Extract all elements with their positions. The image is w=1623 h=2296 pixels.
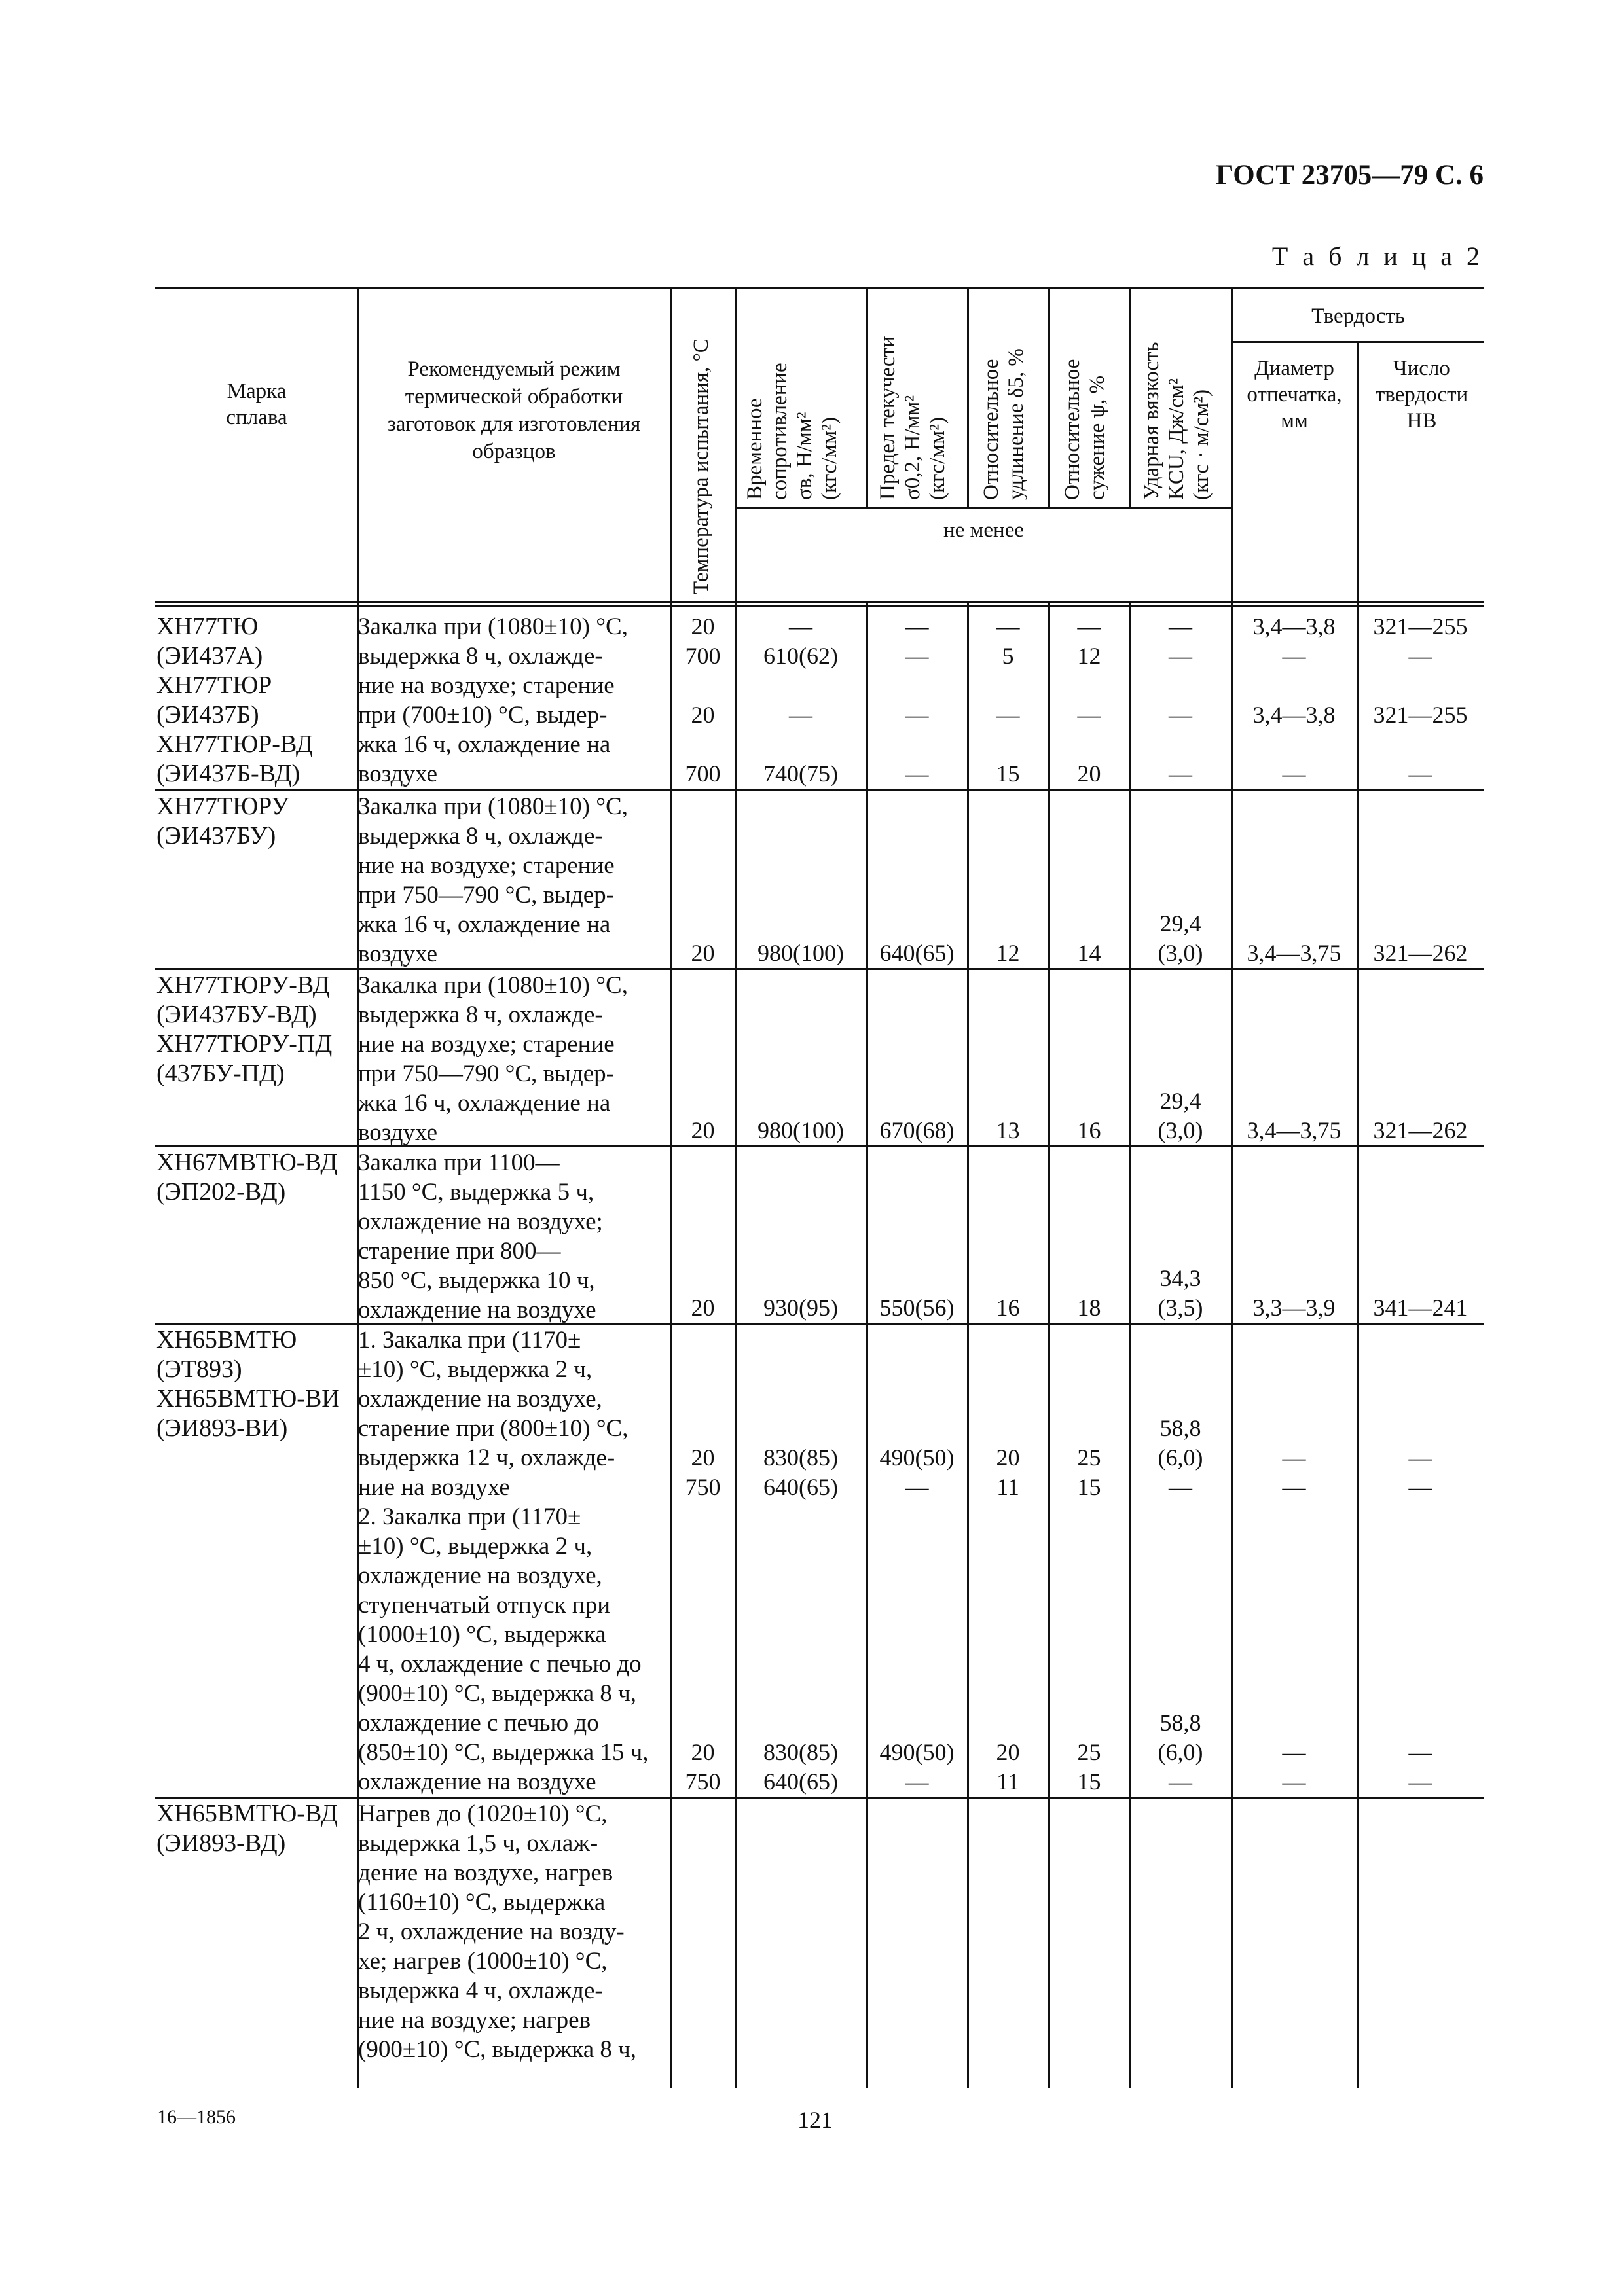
row-rule <box>155 1323 1484 1325</box>
header-diameter: Диаметр отпечатка, мм <box>1247 357 1342 433</box>
strength-cell: 930(95) <box>763 1295 838 1321</box>
strength-cell: 980(100) <box>757 940 844 966</box>
hb-cell: 341—241 <box>1373 1295 1468 1321</box>
hb-cell: 321—262 <box>1373 940 1468 966</box>
column-rule <box>1129 287 1131 507</box>
elongation-cell: 16 <box>996 1295 1020 1321</box>
yield-cell: 550(56) <box>879 1295 955 1321</box>
document-header: ГОСТ 23705—79 С. 6 <box>1215 160 1484 190</box>
header-elongation: Относительное удлинение δ5, % <box>979 348 1028 500</box>
header-tensile-strength: Временное сопротивление σв, Н/мм² (кгс/мм²) <box>743 363 841 500</box>
properties-table <box>155 287 1484 2088</box>
narrowing-cell: — 12 — 20 <box>1077 613 1101 787</box>
hb-cell: 321—255 — 321—255 — <box>1373 613 1468 787</box>
impact-cell: 34,3 (3,5) <box>1158 1265 1203 1321</box>
treatment-cell-variant-2: 2. Закалка при (1170± ±10) °C, выдержка 2 ч, охлаждение на воздухе, ступенчатый отпуск при (1000±10) °C, выдержка 4 ч, охлаждение с печью до (900±10) °C, выдержка 8 ч, охлаждение с печью до (850±10) °C, выдержка 15 ч, охлаждение на воздухе <box>358 1503 649 1795</box>
header-narrowing: Относительное сужение ψ, % <box>1061 359 1109 500</box>
diameter-cell: — — <box>1282 1444 1306 1500</box>
treatment-cell: Закалка при (1080±10) °C, выдержка 8 ч, охлажде- ние на воздухе; старение при 750—790 °C, выдер- жка 16 ч, охлаждение на воздухе <box>358 972 628 1146</box>
table-caption: Т а б л и ц а 2 <box>1271 242 1484 271</box>
header-yield-strength: Предел текучести σ0,2, Н/мм² (кгс/мм²) <box>876 336 949 500</box>
yield-cell: 640(65) <box>879 940 955 966</box>
row-rule <box>155 968 1484 970</box>
row-rule <box>155 1797 1484 1799</box>
strength-cell: 980(100) <box>757 1117 844 1143</box>
header-hardness: Твердость <box>1311 304 1405 328</box>
diameter-cell: 3,4—3,75 <box>1247 940 1341 966</box>
narrowing-cell: 25 15 <box>1077 1739 1101 1795</box>
impact-cell: 29,4 (3,0) <box>1158 1088 1203 1143</box>
column-rule <box>1231 287 1233 2088</box>
column-rule <box>1129 601 1131 2088</box>
grade-cell: ХН67МВТЮ-ВД (ЭП202-ВД) <box>156 1149 338 1206</box>
hb-cell: — — <box>1408 1739 1432 1795</box>
header-bottom-rule <box>155 601 1484 603</box>
table-top-rule <box>155 287 1484 289</box>
grade-cell: ХН77ТЮРУ (ЭИ437БУ) <box>156 793 289 850</box>
strength-cell: 830(85) 640(65) <box>763 1444 838 1500</box>
column-rule <box>866 287 868 507</box>
treatment-cell: Закалка при (1080±10) °C, выдержка 8 ч, охлажде- ние на воздухе; старение при (700±10) °C, выдер- жка 16 ч, охлаждение на воздухе <box>358 613 628 787</box>
not-less-rule <box>735 507 1231 509</box>
narrowing-cell: 18 <box>1077 1295 1101 1321</box>
header-temperature: Температура испытания, °C <box>689 338 713 594</box>
elongation-cell: 20 11 <box>996 1739 1020 1795</box>
column-rule <box>967 287 969 507</box>
narrowing-cell: 16 <box>1077 1117 1101 1143</box>
treatment-cell: Закалка при (1080±10) °C, выдержка 8 ч, охлажде- ние на воздухе; старение при 750—790 °C, выдер- жка 16 ч, охлаждение на воздухе <box>358 793 628 967</box>
yield-cell: 490(50) — <box>879 1739 955 1795</box>
page-number: 121 <box>797 2107 833 2133</box>
header-not-less: не менее <box>943 518 1025 542</box>
column-rule <box>967 601 969 2088</box>
yield-cell: 490(50) — <box>879 1444 955 1500</box>
treatment-cell: Нагрев до (1020±10) °C, выдержка 1,5 ч, охлаж- дение на воздухе, нагрев (1160±10) °C, выдержка 2 ч, охлаждение на возду- хе; нагрев (1000±10) °C, выдержка 4 ч, охлажде- ние на воздухе; нагрев (900±10) °C, выдержка 8 ч, <box>358 1801 637 2063</box>
strength-cell: — 610(62) — 740(75) <box>763 613 838 787</box>
yield-cell: — — — — <box>905 613 929 787</box>
diameter-cell: 3,3—3,9 <box>1252 1295 1336 1321</box>
impact-cell: — — — — <box>1169 613 1192 787</box>
hb-cell: — — <box>1408 1444 1432 1500</box>
hb-cell: 321—262 <box>1373 1117 1468 1143</box>
row-rule <box>155 789 1484 791</box>
strength-cell: 830(85) 640(65) <box>763 1739 838 1795</box>
narrowing-cell: 25 15 <box>1077 1444 1101 1500</box>
temp-cell: 20 <box>691 940 715 966</box>
yield-cell: 670(68) <box>879 1117 955 1143</box>
column-rule <box>866 601 868 2088</box>
grade-cell: ХН65ВМТЮ (ЭТ893) ХН65ВМТЮ-ВИ (ЭИ893-ВИ) <box>156 1326 340 1442</box>
elongation-cell: — 5 — 15 <box>996 613 1020 787</box>
row-rule <box>155 1145 1484 1147</box>
header-impact-toughness: Ударная вязкость KCU, Дж/см² (кгс · м/см²) <box>1140 342 1213 500</box>
temp-cell: 20 <box>691 1117 715 1143</box>
grade-cell: ХН77ТЮ (ЭИ437А) ХН77ТЮР (ЭИ437Б) ХН77ТЮР-ВД (ЭИ437Б-ВД) <box>156 613 313 787</box>
impact-cell: 58,8 (6,0) — <box>1158 1415 1203 1500</box>
header-hb: Число твердости НВ <box>1375 357 1468 433</box>
header-treatment: Рекомендуемый режим термической обработки заготовок для изготовления образцов <box>387 357 641 463</box>
treatment-cell-variant-1: 1. Закалка при (1170± ±10) °C, выдержка 2 ч, охлаждение на воздухе, старение при (800±10) °C, выдержка 12 ч, охлажде- ние на воздухе <box>358 1327 629 1501</box>
column-rule <box>1357 341 1359 2088</box>
diameter-cell: 3,4—3,8 — 3,4—3,8 — <box>1252 613 1336 787</box>
elongation-cell: 12 <box>996 940 1020 966</box>
temp-cell: 20 <box>691 1295 715 1321</box>
temp-cell: 20 750 <box>685 1739 721 1795</box>
grade-cell: ХН77ТЮРУ-ВД (ЭИ437БУ-ВД) ХН77ТЮРУ-ПД (437БУ-ПД) <box>156 971 333 1087</box>
impact-cell: 58,8 (6,0) — <box>1158 1710 1203 1795</box>
treatment-cell: Закалка при 1100— 1150 °C, выдержка 5 ч, охлаждение на воздухе; старение при 800— 850 °C, выдержка 10 ч, охлаждение на воздухе <box>358 1149 603 1323</box>
diameter-cell: 3,4—3,75 <box>1247 1117 1341 1143</box>
temp-cell: 20 700 20 700 <box>685 613 721 787</box>
elongation-cell: 20 11 <box>996 1444 1020 1500</box>
elongation-cell: 13 <box>996 1117 1020 1143</box>
header-bottom-rule-double <box>155 605 1484 607</box>
impact-cell: 29,4 (3,0) <box>1158 910 1203 966</box>
footer-code: 16—1856 <box>157 2106 236 2128</box>
diameter-cell: — — <box>1282 1739 1306 1795</box>
header-grade: Марка сплава <box>226 380 287 429</box>
grade-cell: ХН65ВМТЮ-ВД (ЭИ893-ВД) <box>156 1800 338 1857</box>
column-rule <box>1048 287 1050 507</box>
temp-cell: 20 750 <box>685 1444 721 1500</box>
narrowing-cell: 14 <box>1077 940 1101 966</box>
column-rule <box>1048 601 1050 2088</box>
